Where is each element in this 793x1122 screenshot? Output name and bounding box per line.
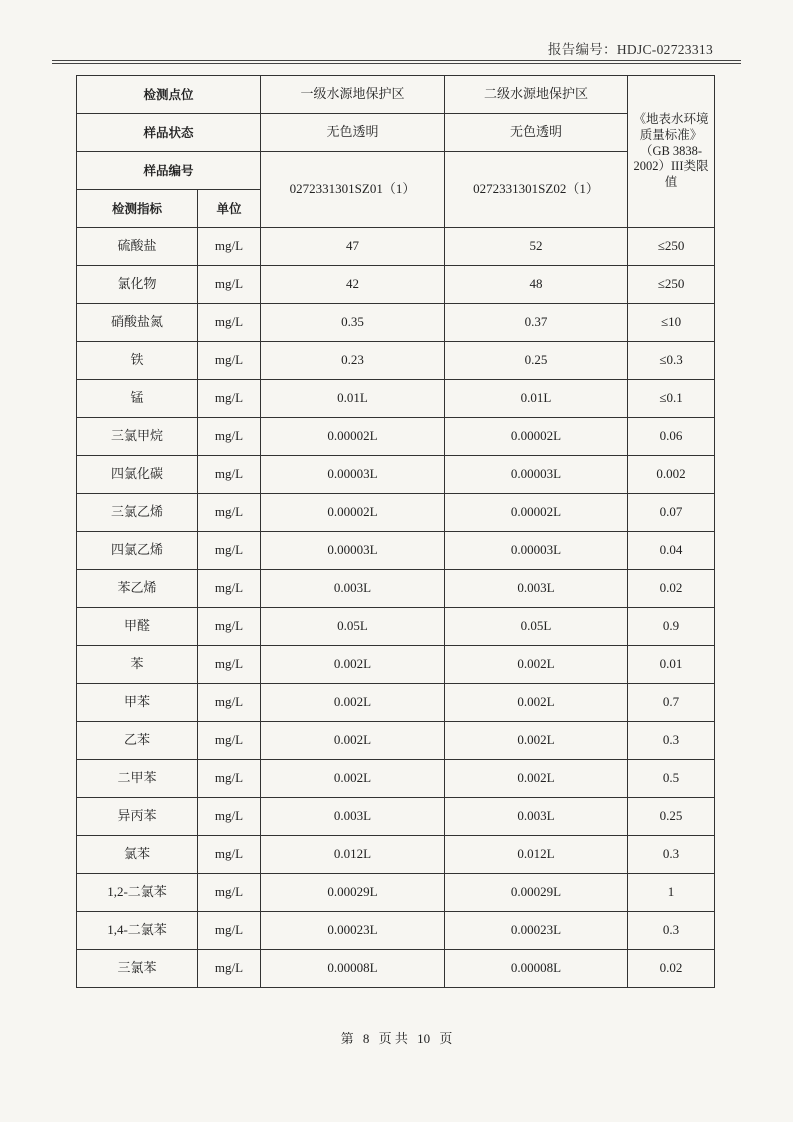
unit-cell: mg/L — [198, 456, 261, 494]
unit-cell: mg/L — [198, 874, 261, 912]
limit-cell: 0.06 — [628, 418, 715, 456]
limit-cell: 0.7 — [628, 684, 715, 722]
limit-cell: ≤250 — [628, 266, 715, 304]
value-2-cell: 0.002L — [445, 722, 628, 760]
unit-cell: mg/L — [198, 228, 261, 266]
table-row — [77, 304, 715, 342]
table-row — [77, 798, 715, 836]
unit-cell: mg/L — [198, 418, 261, 456]
page-footer — [0, 1028, 793, 1047]
value-2-cell: 48 — [445, 266, 628, 304]
value-1-cell: 0.23 — [261, 342, 445, 380]
page-current: 8 — [362, 1031, 370, 1046]
table-row — [77, 950, 715, 988]
value-2-cell: 0.05L — [445, 608, 628, 646]
unit-cell: mg/L — [198, 950, 261, 988]
value-2-cell: 0.00023L — [445, 912, 628, 950]
indicator-cell: 苯 — [77, 646, 198, 684]
value-1-cell: 0.00023L — [261, 912, 445, 950]
table-row — [77, 342, 715, 380]
value-2-cell: 0.37 — [445, 304, 628, 342]
limit-cell: ≤10 — [628, 304, 715, 342]
unit-label: 单位 — [198, 190, 261, 228]
value-2-cell: 0.012L — [445, 836, 628, 874]
table-row — [77, 608, 715, 646]
value-1-cell: 0.00003L — [261, 532, 445, 570]
value-2-cell: 0.003L — [445, 570, 628, 608]
unit-cell: mg/L — [198, 494, 261, 532]
sample-no-label: 样品编号 — [77, 152, 261, 190]
value-1-cell: 0.00008L — [261, 950, 445, 988]
limit-cell: 0.3 — [628, 912, 715, 950]
sample-2: 0272331301SZ02（1） — [445, 152, 628, 228]
value-1-cell: 0.00003L — [261, 456, 445, 494]
standard-limit-header: 《地表水环境质量标准》（GB 3838-2002）III类限值 — [628, 76, 715, 228]
indicator-cell: 二甲苯 — [77, 760, 198, 798]
table-row — [77, 418, 715, 456]
value-2-cell: 0.01L — [445, 380, 628, 418]
unit-cell: mg/L — [198, 798, 261, 836]
value-2-cell: 0.00003L — [445, 532, 628, 570]
indicator-cell: 三氯乙烯 — [77, 494, 198, 532]
indicator-cell: 1,2-二氯苯 — [77, 874, 198, 912]
value-1-cell: 0.002L — [261, 760, 445, 798]
table-row — [77, 456, 715, 494]
value-2-cell: 0.003L — [445, 798, 628, 836]
table-row — [77, 266, 715, 304]
indicator-cell: 锰 — [77, 380, 198, 418]
table-row — [77, 912, 715, 950]
value-2-cell: 0.002L — [445, 646, 628, 684]
page-label-2: 页 共 — [378, 1031, 408, 1046]
table-row — [77, 380, 715, 418]
indicator-cell: 苯乙烯 — [77, 570, 198, 608]
value-2-cell: 52 — [445, 228, 628, 266]
limit-cell: 0.3 — [628, 836, 715, 874]
table-row — [77, 494, 715, 532]
unit-cell: mg/L — [198, 836, 261, 874]
indicator-cell: 三氯甲烷 — [77, 418, 198, 456]
indicator-cell: 甲苯 — [77, 684, 198, 722]
value-1-cell: 0.01L — [261, 380, 445, 418]
value-2-cell: 0.002L — [445, 684, 628, 722]
value-2-cell: 0.00003L — [445, 456, 628, 494]
state-label: 样品状态 — [77, 114, 261, 152]
location-1: 一级水源地保护区 — [261, 76, 445, 114]
unit-cell: mg/L — [198, 342, 261, 380]
value-1-cell: 47 — [261, 228, 445, 266]
value-2-cell: 0.00029L — [445, 874, 628, 912]
value-1-cell: 42 — [261, 266, 445, 304]
indicator-cell: 硫酸盐 — [77, 228, 198, 266]
header-row-location — [77, 76, 715, 114]
indicator-cell: 三氯苯 — [77, 950, 198, 988]
value-2-cell: 0.00008L — [445, 950, 628, 988]
table-row — [77, 874, 715, 912]
indicator-cell: 氯化物 — [77, 266, 198, 304]
limit-cell: 0.5 — [628, 760, 715, 798]
header-rule-top — [52, 60, 741, 61]
indicator-cell: 1,4-二氯苯 — [77, 912, 198, 950]
limit-cell: 0.02 — [628, 950, 715, 988]
value-2-cell: 0.25 — [445, 342, 628, 380]
value-2-cell: 0.00002L — [445, 494, 628, 532]
unit-cell: mg/L — [198, 684, 261, 722]
header-rule-bottom — [52, 63, 741, 64]
indicator-cell: 乙苯 — [77, 722, 198, 760]
value-1-cell: 0.002L — [261, 684, 445, 722]
table-row — [77, 836, 715, 874]
table-row — [77, 646, 715, 684]
limit-cell: 0.002 — [628, 456, 715, 494]
table-row — [77, 760, 715, 798]
unit-cell: mg/L — [198, 304, 261, 342]
unit-cell: mg/L — [198, 912, 261, 950]
indicator-cell: 氯苯 — [77, 836, 198, 874]
limit-cell: 0.01 — [628, 646, 715, 684]
limit-cell: 0.3 — [628, 722, 715, 760]
table-row — [77, 722, 715, 760]
state-1: 无色透明 — [261, 114, 445, 152]
value-1-cell: 0.003L — [261, 570, 445, 608]
value-1-cell: 0.35 — [261, 304, 445, 342]
value-1-cell: 0.00002L — [261, 418, 445, 456]
unit-cell: mg/L — [198, 608, 261, 646]
indicator-label: 检测指标 — [77, 190, 198, 228]
limit-cell: 1 — [628, 874, 715, 912]
table-row — [77, 684, 715, 722]
value-1-cell: 0.00029L — [261, 874, 445, 912]
limit-cell: 0.9 — [628, 608, 715, 646]
value-2-cell: 0.00002L — [445, 418, 628, 456]
value-1-cell: 0.012L — [261, 836, 445, 874]
limit-cell: 0.25 — [628, 798, 715, 836]
value-2-cell: 0.002L — [445, 760, 628, 798]
indicator-cell: 铁 — [77, 342, 198, 380]
page-label-3: 页 — [439, 1031, 453, 1046]
limit-cell: ≤250 — [628, 228, 715, 266]
header-row-state — [77, 114, 715, 152]
limit-cell: ≤0.3 — [628, 342, 715, 380]
value-1-cell: 0.05L — [261, 608, 445, 646]
value-1-cell: 0.003L — [261, 798, 445, 836]
limit-cell: ≤0.1 — [628, 380, 715, 418]
table-row — [77, 570, 715, 608]
header-row-sample-no — [77, 152, 715, 190]
unit-cell: mg/L — [198, 380, 261, 418]
limit-cell: 0.04 — [628, 532, 715, 570]
indicator-cell: 甲醛 — [77, 608, 198, 646]
unit-cell: mg/L — [198, 722, 261, 760]
indicator-cell: 四氯乙烯 — [77, 532, 198, 570]
results-table — [76, 75, 715, 988]
unit-cell: mg/L — [198, 760, 261, 798]
report-number: 报告编号：HDJC-02723313 — [547, 42, 713, 57]
value-1-cell: 0.002L — [261, 646, 445, 684]
indicator-cell: 四氯化碳 — [77, 456, 198, 494]
unit-cell: mg/L — [198, 532, 261, 570]
unit-cell: mg/L — [198, 646, 261, 684]
limit-cell: 0.07 — [628, 494, 715, 532]
page-label-1: 第 — [340, 1031, 354, 1046]
limit-cell: 0.02 — [628, 570, 715, 608]
indicator-cell: 异丙苯 — [77, 798, 198, 836]
value-1-cell: 0.00002L — [261, 494, 445, 532]
value-1-cell: 0.002L — [261, 722, 445, 760]
sample-1: 0272331301SZ01（1） — [261, 152, 445, 228]
indicator-cell: 硝酸盐氮 — [77, 304, 198, 342]
location-2: 二级水源地保护区 — [445, 76, 628, 114]
table-row — [77, 228, 715, 266]
table-row — [77, 532, 715, 570]
page-total: 10 — [417, 1031, 431, 1046]
location-label: 检测点位 — [77, 76, 261, 114]
unit-cell: mg/L — [198, 570, 261, 608]
state-2: 无色透明 — [445, 114, 628, 152]
unit-cell: mg/L — [198, 266, 261, 304]
